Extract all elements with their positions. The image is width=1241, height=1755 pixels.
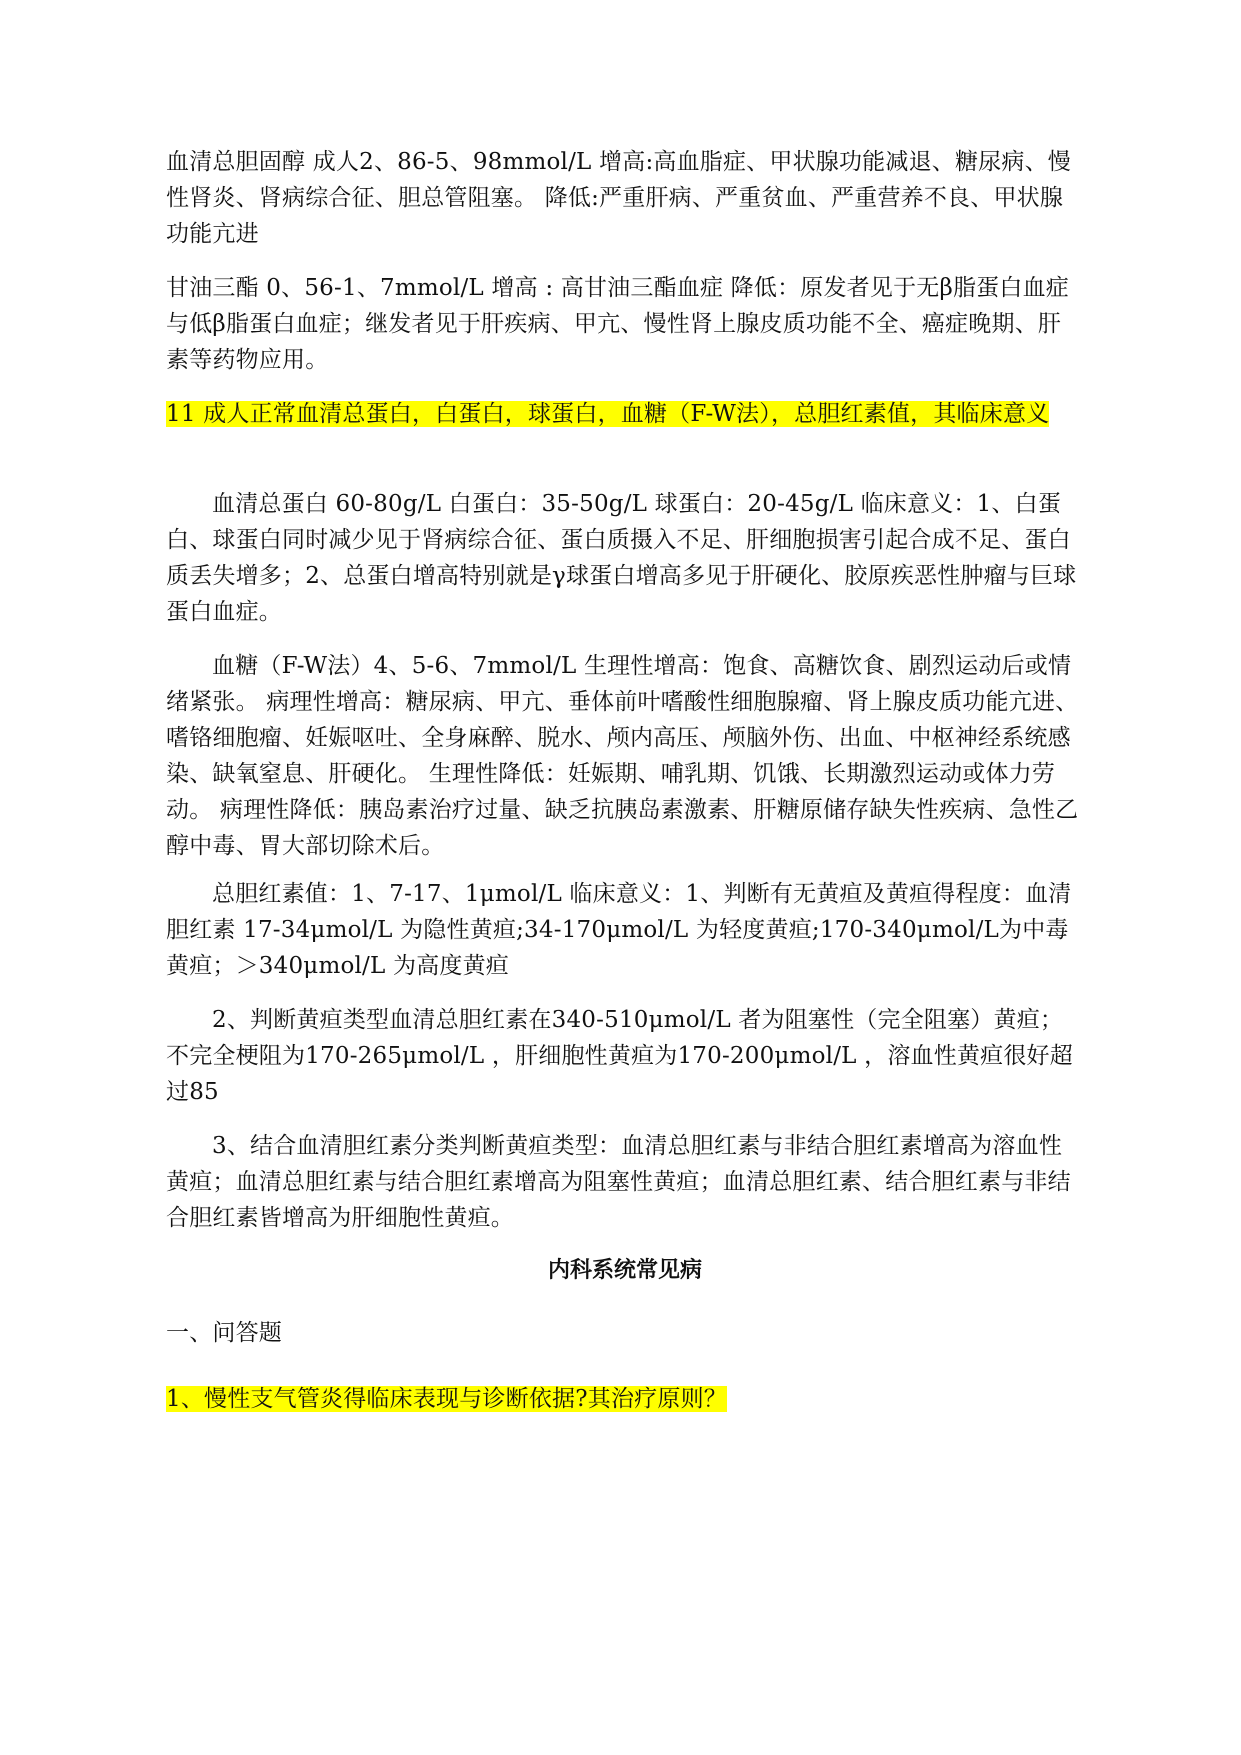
- paragraph-cholesterol: [166, 144, 1084, 252]
- paragraph-bilirubin-2-text: 2、判断黄疸类型血清总胆红素在340-510μmol/L 者为阻塞性（完全阻塞）黄疸；不完全梗阻为170-265μmol/L ，肝细胞性黄疸为170-200μmol/L ，溶血性黄疸很好超过85: [166, 1007, 1073, 1105]
- paragraph-bilirubin-3-text: 3、结合血清胆红素分类判断黄疸类型：血清总胆红素与非结合胆红素增高为溶血性黄疸；血清总胆红素与结合胆红素增高为阻塞性黄疸；血清总胆红素、结合胆红素与非结合胆红素皆增高为肝细胞性黄疸。: [166, 1133, 1071, 1231]
- paragraph-cholesterol-text: 血清总胆固醇 成人2、86-5、98mmol/L 增高:高血脂症、甲状腺功能减退、糖尿病、慢性肾炎、肾病综合征、胆总管阻塞。 降低:严重肝病、严重贫血、严重营养不良、甲状腺功能亢进: [166, 149, 1071, 247]
- subsection-heading: [166, 1315, 1084, 1351]
- subsection-heading-text: 一、问答题: [166, 1320, 282, 1346]
- paragraph-bilirubin-1: [166, 876, 1084, 984]
- paragraph-triglyceride: [166, 270, 1084, 378]
- paragraph-protein: [166, 486, 1084, 630]
- question-1-highlighted-text: 1、慢性支气管炎得临床表现与诊断依据?其治疗原则？: [166, 1386, 727, 1412]
- question-1: [166, 1381, 1084, 1417]
- paragraph-glucose: [166, 648, 1084, 864]
- paragraph-bilirubin-2: [166, 1002, 1084, 1110]
- paragraph-bilirubin-1-text: 总胆红素值：1、7-17、1μmol/L 临床意义：1、判断有无黄疸及黄疸得程度：血清胆红素 17-34μmol/L 为隐性黄疸;34-170μmol/L 为轻度黄疸;170-340μmol/L为中毒黄疸；＞340μmol/L 为高度黄疸: [166, 881, 1072, 979]
- question-11: [166, 396, 1084, 432]
- paragraph-bilirubin-3: [166, 1128, 1084, 1236]
- paragraph-protein-text: 血清总蛋白 60-80g/L 白蛋白：35-50g/L 球蛋白：20-45g/L 临床意义：1、白蛋白、球蛋白同时减少见于肾病综合征、蛋白质摄入不足、肝细胞损害引起合成不足、蛋白质丢失增多；2、总蛋白增高特别就是γ球蛋白增高多见于肝硬化、胶原疾恶性肿瘤与巨球蛋白血症。: [166, 491, 1077, 625]
- section-title: 内科系统常见病: [547, 1258, 702, 1283]
- paragraph-glucose-text: 血糖（F-W法）4、5-6、7mmol/L 生理性增高：饱食、高糖饮食、剧烈运动后或情绪紧张。 病理性增高：糖尿病、甲亢、垂体前叶嗜酸性细胞腺瘤、肾上腺皮质功能亢进、嗜铬细胞瘤、妊娠呕吐、全身麻醉、脱水、颅内高压、颅脑外伤、出血、中枢神经系统感染、缺氧窒息、肝硬化。 生理性降低：妊娠期、哺乳期、饥饿、长期激烈运动或体力劳动。 病理性降低：胰岛素治疗过量、缺乏抗胰岛素激素、肝糖原储存缺失性疾病、急性乙醇中毒、胃大部切除术后。: [166, 653, 1079, 859]
- paragraph-triglyceride-text: 甘油三酯 0、56-1、7mmol/L 增高 : 高甘油三酯血症 降低：原发者见于无β脂蛋白血症与低β脂蛋白血症；继发者见于肝疾病、甲亢、慢性肾上腺皮质功能不全、癌症晚期、肝素等药物应用。: [166, 275, 1069, 373]
- question-11-highlighted-text: 11 成人正常血清总蛋白，白蛋白，球蛋白，血糖（F-W法），总胆红素值，其临床意义: [166, 401, 1050, 427]
